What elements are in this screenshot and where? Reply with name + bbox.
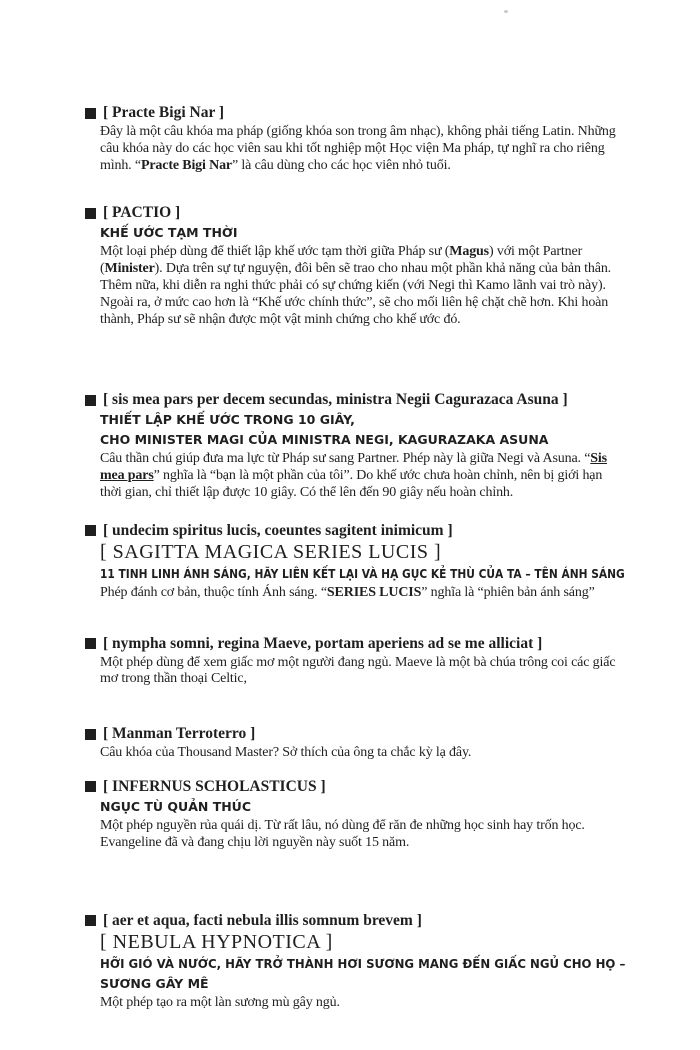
square-bullet-icon [85, 915, 96, 926]
section-title: [ INFERNUS SCHOLASTICUS ] [103, 777, 326, 795]
square-bullet-icon [85, 395, 96, 406]
section-manman-terroterro [85, 724, 625, 762]
body-text-run: ” là câu dùng cho các học viên nhỏ tuổi. [232, 157, 451, 173]
section-subtitle-line: CHO MINISTER MAGI CỦA MINISTRA NEGI, KAGURAZAKA ASUNA [100, 432, 549, 448]
section-body [100, 124, 625, 174]
section-sagitta-magica-series-lucis [85, 521, 625, 602]
section-body [100, 995, 625, 1012]
section-heading [85, 103, 625, 123]
section-heading [85, 777, 625, 797]
section-body [100, 745, 625, 762]
section-subtitle [100, 797, 625, 817]
section-title-large: [ NEBULA HYPNOTICA ] [100, 930, 333, 953]
body-text-run: Magus [449, 244, 489, 260]
section-practe-bigi-nar [85, 103, 625, 174]
body-text-run: Một phép tạo ra một làn sương mù gây ngủ. [100, 994, 340, 1010]
section-subtitle-line: 11 TINH LINH ÁNH SÁNG, HÃY LIÊN KẾT LẠI VÀ HẠ GỤC KẺ THÙ CỦA TA – TÊN ÁNH SÁNG [100, 565, 625, 581]
section-subtitle-line: THIẾT LẬP KHẾ ƯỚC TRONG 10 GIÂY, [100, 412, 355, 428]
section-heading [85, 521, 625, 541]
section-title: [ PACTIO ] [103, 204, 181, 222]
body-text-run: Practe Bigi Nar [140, 157, 233, 173]
section-subtitle [100, 954, 625, 994]
section-nympha-somni [85, 634, 625, 689]
section-sis-mea-pars [85, 390, 625, 501]
body-text-run: SERIES LUCIS [326, 584, 422, 600]
section-heading [85, 203, 625, 223]
section-subtitle [100, 410, 625, 450]
section-infernus-scholasticus [85, 777, 625, 852]
section-title: [ sis mea pars per decem secundas, ministra Negii Cagurazaca Asuna ] [103, 391, 568, 409]
section-nebula-hypnotica [85, 911, 625, 1012]
section-body [100, 655, 625, 689]
section-subtitle [100, 223, 625, 243]
section-title: [ aer et aqua, facti nebula illis somnum brevem ] [103, 911, 422, 929]
square-bullet-icon [85, 638, 96, 649]
body-text-run: ) với một Partner ( [100, 244, 583, 277]
square-bullet-icon [85, 729, 96, 740]
section-body [100, 244, 625, 328]
body-text-run: Đây là một câu khóa ma pháp (giống khóa son trong âm nhạc), không phải tiếng Latin. Những câu khóa này do các học viên sau khi tốt nghiệp một Học viện Ma pháp, tự nghĩ ra cho riêng mình. “ [100, 124, 616, 173]
body-text-run: Phép đánh cơ bản, thuộc tính Ánh sáng. “ [100, 584, 327, 600]
body-text-run: ). Dựa trên sự tự nguyện, đôi bên sẽ trao cho nhau một phần khả năng của bản thân. Thêm nữa, khi diễn ra nghi thức phải có sự chứng kiến (với Negi thì Kamo lãnh vai trò này). Ngoài ra, ở mức cao hơn là “Khế ước chính thức”, sẽ cho mối liên hệ chặt chẽ hơn. Khi hoàn thành, Pháp sư sẽ nhận được một vật minh chứng cho khế ước đó. [100, 261, 612, 327]
square-bullet-icon [85, 781, 96, 792]
section-subtitle-line: HỠI GIÓ VÀ NƯỚC, HÃY TRỞ THÀNH HƠI SƯƠNG MANG ĐẾN GIẤC NGỦ CHO HỌ – [100, 955, 626, 971]
section-heading [85, 634, 625, 654]
section-title: [ nympha somni, regina Maeve, portam aperiens ad se me alliciat ] [103, 634, 543, 652]
section-subtitle-line: NGỤC TÙ QUẢN THÚC [100, 798, 252, 814]
section-title: [ Manman Terroterro ] [103, 725, 256, 743]
section-heading [85, 390, 625, 410]
glossary-content [85, 103, 625, 1011]
body-text-run: Một phép nguyền rủa quái dị. Từ rất lâu, nó dùng để răn đe những học sinh hay trốn học. Evangeline đã và đang chịu lời nguyền này suốt 15 năm. [100, 817, 585, 850]
body-text-run: Câu thần chú giúp đưa ma lực từ Pháp sư sang Partner. Phép này là giữa Negi và Asuna. “ [100, 451, 591, 467]
section-subtitle [100, 564, 625, 584]
section-body [100, 818, 625, 852]
body-text-run: Sis mea pars [100, 451, 607, 484]
square-bullet-icon [85, 108, 96, 119]
body-text-run: Một phép dùng để xem giấc mơ một người đang ngủ. Maeve là một bà chúa trông coi các giấc mơ trong thần thoại Celtic, [100, 654, 616, 687]
body-text-run: ” nghĩa là “phiên bản ánh sáng” [421, 584, 595, 600]
section-pactio [85, 203, 625, 328]
section-subtitle-line: KHẾ ƯỚC TẠM THỜI [100, 225, 238, 241]
section-body [100, 451, 625, 501]
section-heading [85, 724, 625, 744]
body-text-run: Câu khóa của Thousand Master? Sở thích của ông ta chắc kỳ lạ đây. [100, 745, 472, 761]
section-subtitle-line: SƯƠNG GÂY MÊ [100, 975, 209, 991]
body-text-run: Minister [104, 261, 155, 277]
body-text-run: Một loại phép dùng để thiết lập khế ước tạm thời giữa Pháp sư ( [100, 244, 450, 260]
square-bullet-icon [85, 525, 96, 536]
scan-artifact-dot [504, 10, 508, 13]
section-title: [ Practe Bigi Nar ] [103, 104, 225, 121]
square-bullet-icon [85, 208, 96, 219]
section-title-large: [ SAGITTA MAGICA SERIES LUCIS ] [100, 540, 442, 563]
section-body [100, 585, 625, 602]
section-heading [85, 911, 625, 931]
section-title: [ undecim spiritus lucis, coeuntes sagitent inimicum ] [103, 521, 453, 539]
body-text-run: ” nghĩa là “bạn là một phần của tôi”. Do khế ước chưa hoàn chỉnh, nên bị giới hạn thời gian, chỉ thiết lập được 10 giây. Có thể lên đến 90 giây nếu hoàn chỉnh. [100, 468, 603, 500]
